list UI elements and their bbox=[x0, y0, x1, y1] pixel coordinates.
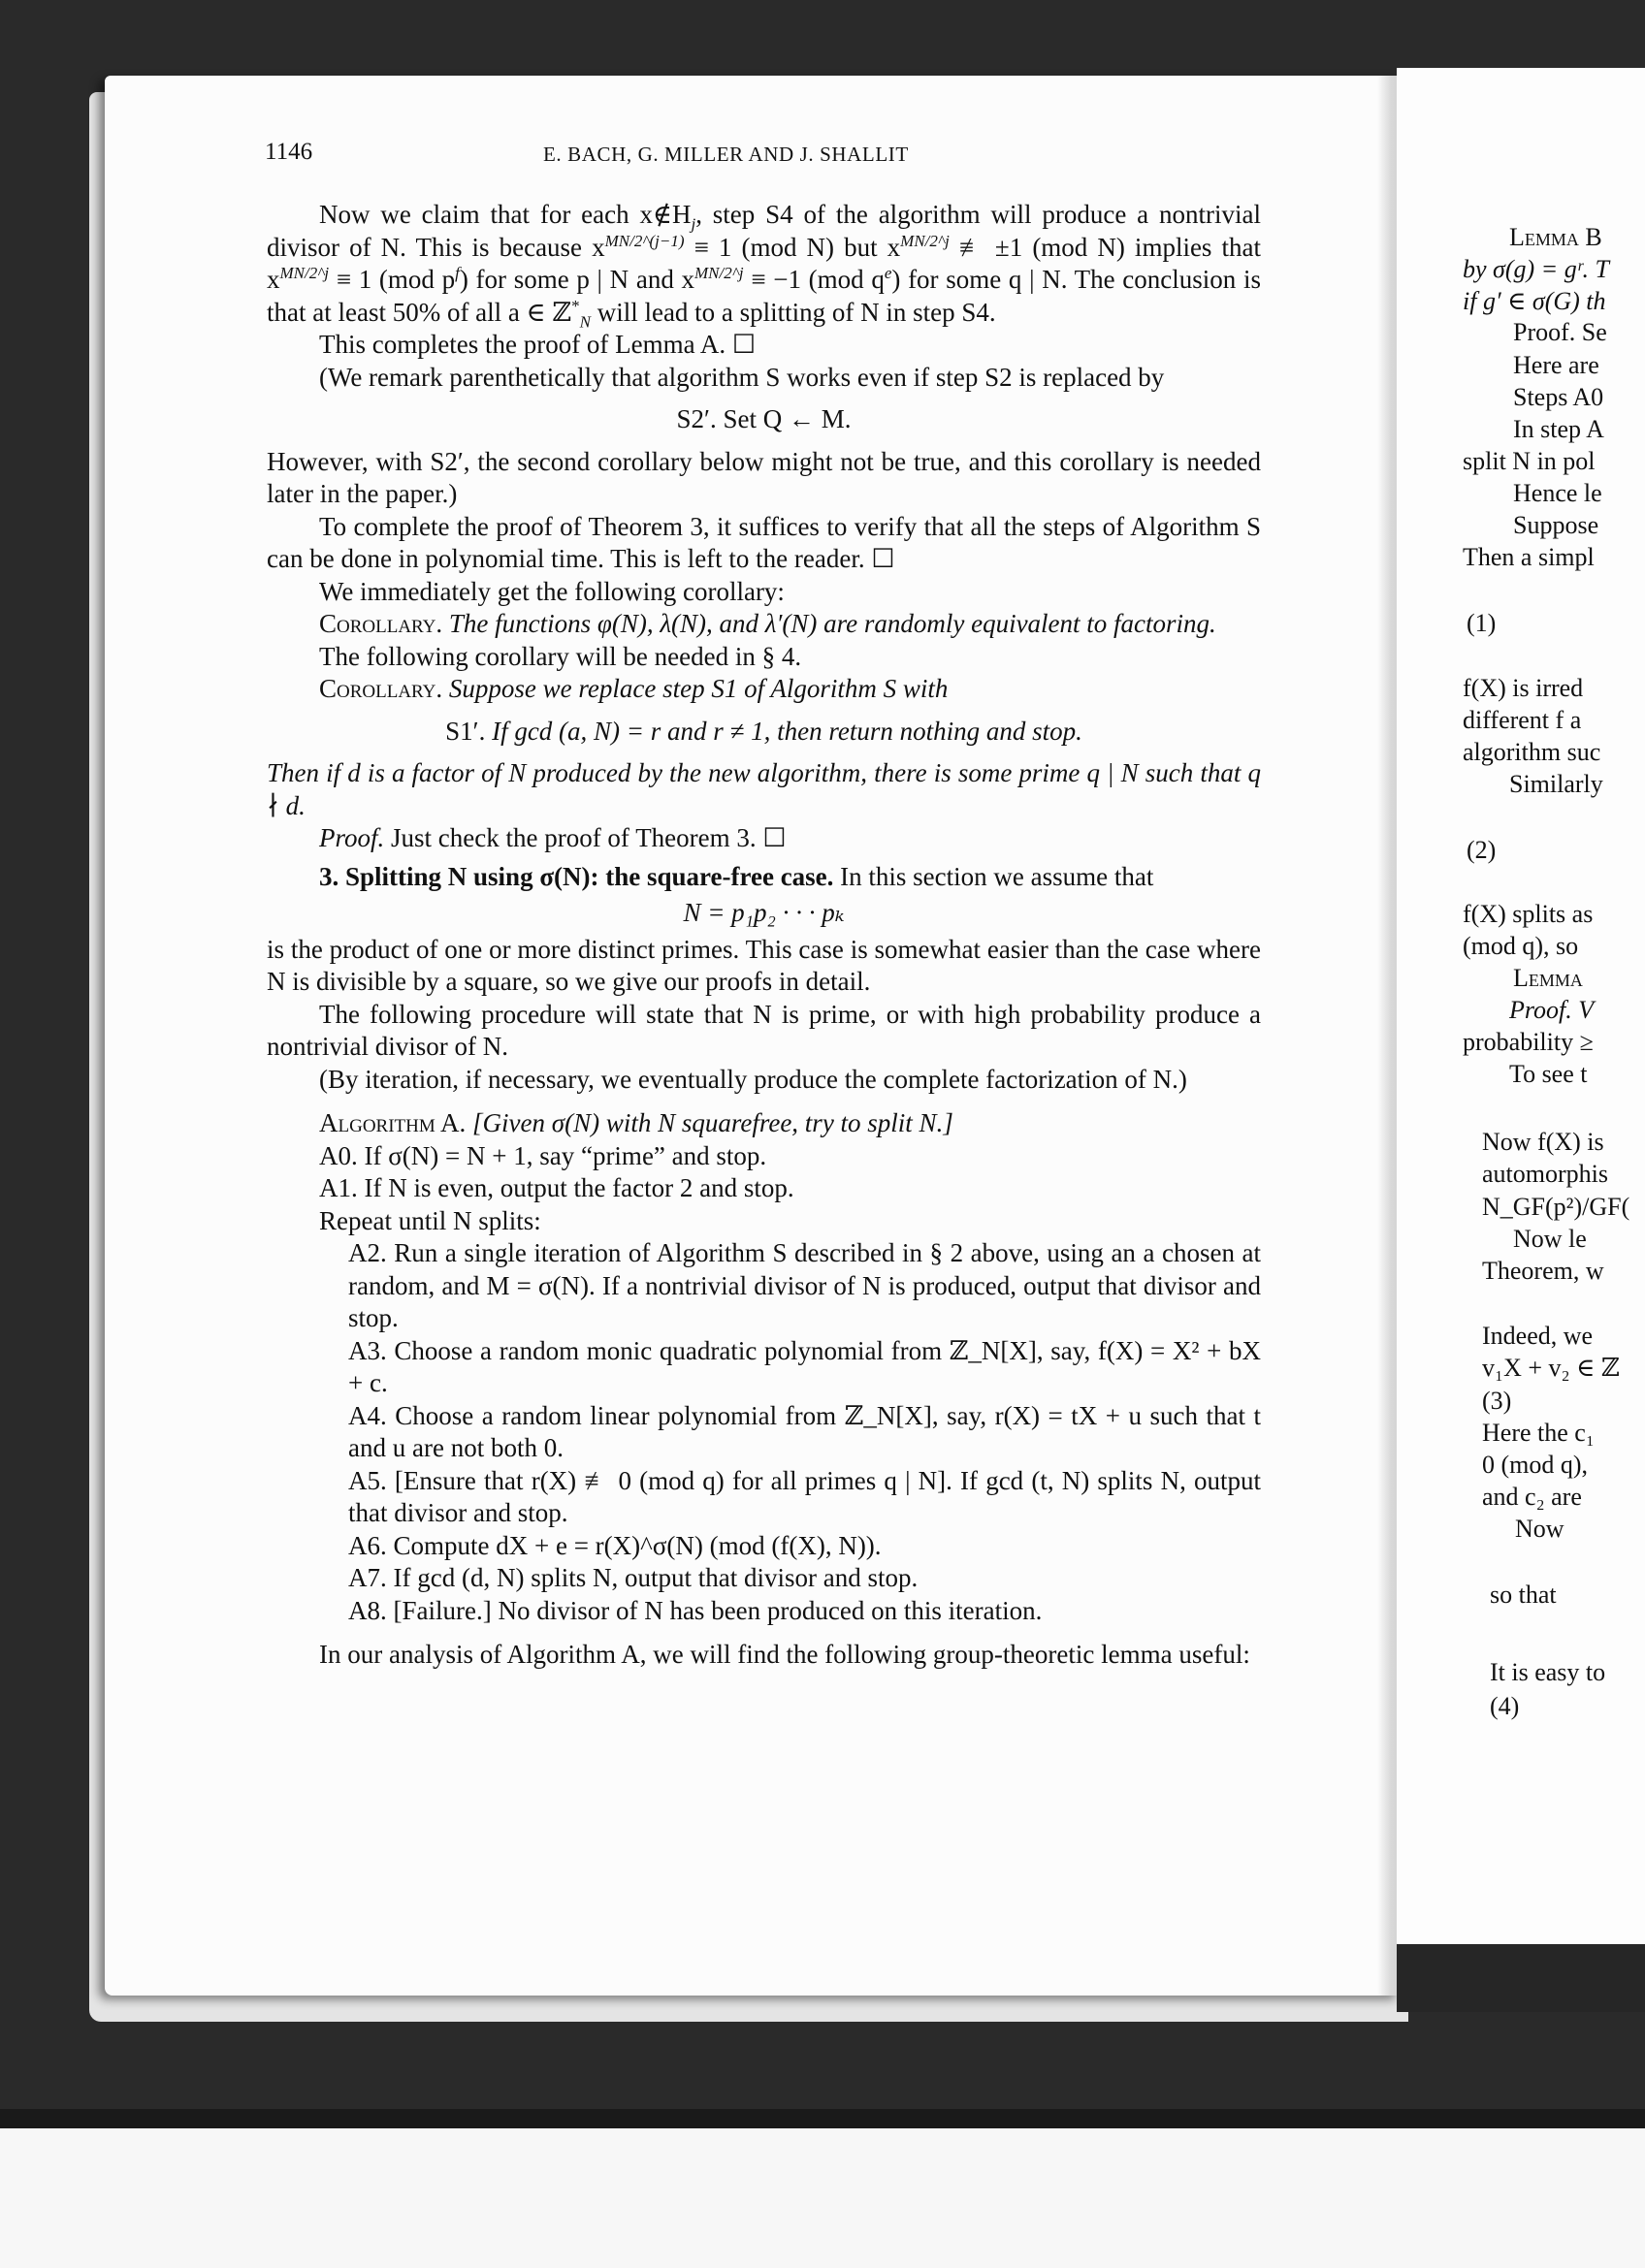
paragraph: Then if d is a factor of N produced by the new algorithm, there is some prime q | N such that q ∤ d. bbox=[267, 758, 1261, 820]
superscript: MN/2^j bbox=[279, 264, 330, 282]
right-page-bottom-shadow bbox=[1397, 1944, 1645, 2012]
corollary-label: Corollary. bbox=[319, 609, 443, 638]
rp-line: Lemma bbox=[1513, 964, 1583, 992]
superscript: MN/2^j bbox=[900, 231, 950, 250]
rp-line: by σ(g) = gʳ. T bbox=[1463, 255, 1609, 283]
rp-line: v₁X + v₂ ∈ ℤ bbox=[1482, 1354, 1620, 1382]
text: Now we claim that for each x∉H bbox=[319, 200, 692, 229]
display-step: S2′. Set Q ← M. bbox=[676, 404, 852, 433]
paragraph: To complete the proof of Theorem 3, it suffices to verify that all the steps of Algorithm S can be done in polynomial time. This is left to the reader. ☐ bbox=[267, 511, 1261, 573]
rp-line: N_GF(p²)/GF( bbox=[1482, 1193, 1630, 1221]
algorithm-step: A0. If σ(N) = N + 1, say “prime” and stop. bbox=[319, 1140, 767, 1170]
step-label: S1′. bbox=[445, 716, 486, 746]
paragraph: is the product of one or more distinct primes. This case is somewhat easier than the case where N is divisible by a square, so we give our proofs in detail. bbox=[267, 934, 1261, 996]
algorithm-step: A8. [Failure.] No divisor of N has been produced on this iteration. bbox=[348, 1595, 1043, 1625]
text: ≡ 1 (mod N) but x bbox=[684, 232, 901, 262]
scanner-bed bbox=[0, 2128, 1645, 2268]
proof-label: Proof. bbox=[319, 823, 385, 852]
rp-line: Here are bbox=[1513, 351, 1599, 379]
rp-line: f(X) is irred bbox=[1463, 674, 1584, 702]
rp-line: Now bbox=[1515, 1515, 1564, 1543]
algorithm-heading bbox=[319, 1107, 1261, 1140]
subscript: j bbox=[691, 214, 696, 234]
rp-line: In step A bbox=[1513, 415, 1604, 443]
algorithm-step: A1. If N is even, output the factor 2 and stop. bbox=[319, 1173, 794, 1202]
section-title: Splitting N using σ(N): the square-free case. bbox=[345, 861, 834, 891]
rp-line: (3) bbox=[1482, 1387, 1512, 1415]
paragraph: We immediately get the following corollary: bbox=[319, 576, 785, 606]
text: ≡ −1 (mod q bbox=[743, 265, 885, 294]
rp-line: Now f(X) is bbox=[1482, 1128, 1604, 1156]
spacer bbox=[267, 1096, 1261, 1107]
rp-line: and c₂ are bbox=[1482, 1483, 1582, 1511]
spacer bbox=[267, 706, 1261, 716]
rp-line: (4) bbox=[1490, 1692, 1520, 1720]
subscript: N bbox=[579, 311, 591, 331]
rp-line: (2) bbox=[1467, 836, 1497, 864]
running-head: E. BACH, G. MILLER AND J. SHALLIT bbox=[543, 143, 909, 166]
paragraph: The following procedure will state that N is prime, or with high probability produce a nontrivial divisor of N. bbox=[267, 999, 1261, 1061]
rp-line: Proof. Se bbox=[1513, 318, 1607, 346]
display-equation: N = p₁p₂ · · · pₖ bbox=[683, 898, 845, 927]
scanner-edge bbox=[0, 2109, 1645, 2128]
paragraph: This completes the proof of Lemma A. ☐ bbox=[319, 330, 757, 359]
display-step bbox=[267, 716, 1261, 749]
rp-line: algorithm suc bbox=[1463, 738, 1601, 766]
spacer bbox=[267, 394, 1261, 403]
superscript: e bbox=[884, 264, 892, 282]
rp-line: if g′ ∈ σ(G) th bbox=[1463, 287, 1606, 315]
algorithm-step: A3. Choose a random monic quadratic polynomial from ℤ_N[X], say, f(X) = X² + bX + c. bbox=[348, 1335, 1261, 1397]
right-page bbox=[1397, 68, 1645, 2012]
corollary-text: Suppose we replace step S1 of Algorithm S with bbox=[448, 674, 949, 703]
algorithm-step: A2. Run a single iteration of Algorithm S described in § 2 above, using an a chosen at random, and M = σ(N). If a nontrivial divisor of N is produced, output that divisor and stop. bbox=[348, 1238, 1261, 1332]
corollary-text: The functions φ(N), λ(N), and λ′(N) are randomly equivalent to factoring. bbox=[448, 609, 1216, 638]
proof-text: Just check the proof of Theorem 3. ☐ bbox=[391, 823, 787, 852]
rp-line: Then a simpl bbox=[1463, 543, 1595, 571]
superscript: MN/2^j bbox=[694, 264, 744, 282]
rp-line: Proof. V bbox=[1509, 996, 1595, 1024]
rp-line: probability ≥ bbox=[1463, 1028, 1594, 1056]
page-number: 1146 bbox=[265, 139, 313, 165]
algorithm-label: Algorithm A. bbox=[319, 1108, 467, 1137]
rp-line: Lemma B bbox=[1509, 223, 1602, 251]
rp-line: Here the c₁ bbox=[1482, 1419, 1595, 1447]
paragraph: However, with S2′, the second corollary below might not be true, and this corollary is needed later in the paper.) bbox=[267, 446, 1261, 508]
spacer bbox=[267, 748, 1261, 757]
text: ) for some q | N. The conclusion is that at least 50% of all a ∈ ℤ bbox=[267, 265, 1261, 327]
rp-line: Suppose bbox=[1513, 511, 1599, 539]
paragraph: In our analysis of Algorithm A, we will find the following group-theoretic lemma useful: bbox=[319, 1640, 1250, 1669]
rp-line: (1) bbox=[1467, 609, 1497, 637]
rp-line: automorphis bbox=[1482, 1160, 1608, 1188]
superscript: f bbox=[455, 264, 460, 282]
text: will lead to a splitting of N in step S4. bbox=[590, 297, 996, 327]
superscript: MN/2^(j−1) bbox=[604, 231, 685, 250]
rp-line: so that bbox=[1490, 1581, 1557, 1609]
rp-line: Theorem, w bbox=[1482, 1257, 1604, 1285]
algorithm-step: A6. Compute dX + e = r(X)^σ(N) (mod (f(X), N)). bbox=[348, 1530, 882, 1560]
text: ≡ 1 (mod p bbox=[329, 265, 456, 294]
right-page-text bbox=[1397, 68, 1645, 1944]
rp-line: Similarly bbox=[1509, 770, 1603, 798]
text: , step S4 of the algorithm will produce a nontrivial divisor of N. This is because x bbox=[267, 200, 1261, 262]
rp-line: f(X) splits as bbox=[1463, 900, 1594, 928]
rp-line: Hence le bbox=[1513, 479, 1602, 507]
paragraph: The following corollary will be needed in § 4. bbox=[319, 641, 802, 671]
rp-line: Now le bbox=[1513, 1225, 1587, 1253]
step-text: If gcd (a, N) = r and r ≠ 1, then return nothing and stop. bbox=[492, 716, 1082, 746]
paragraph: (We remark parenthetically that algorithm S works even if step S2 is replaced by bbox=[319, 362, 1165, 392]
algorithm-step: A5. [Ensure that r(X) ≢ 0 (mod q) for all primes q | N]. If gcd (t, N) splits N, output that divisor and stop. bbox=[348, 1465, 1261, 1527]
algorithm-step: Repeat until N splits: bbox=[319, 1205, 541, 1235]
spacer bbox=[267, 1627, 1261, 1639]
corollary bbox=[267, 673, 1261, 706]
rp-line: Steps A0 bbox=[1513, 383, 1604, 411]
algorithm-description: [Given σ(N) with N squarefree, try to split N.] bbox=[472, 1108, 953, 1137]
page-body bbox=[267, 199, 1261, 1672]
spacer bbox=[267, 436, 1261, 446]
rp-line: Indeed, we bbox=[1482, 1322, 1594, 1350]
corollary-label: Corollary. bbox=[319, 674, 443, 703]
superscript: * bbox=[571, 296, 580, 315]
rp-line: To see t bbox=[1509, 1060, 1588, 1088]
algorithm-step: A7. If gcd (d, N) splits N, output that divisor and stop. bbox=[348, 1563, 919, 1592]
text: ) for some p | N and x bbox=[459, 265, 695, 294]
section-number: 3. bbox=[319, 861, 339, 891]
proof bbox=[267, 822, 1261, 855]
section-heading bbox=[267, 861, 1261, 894]
rp-line: 0 (mod q), bbox=[1482, 1451, 1589, 1479]
rp-line: different f a bbox=[1463, 706, 1582, 734]
text: ≢ ±1 (mod N) implies that x bbox=[267, 232, 1261, 294]
rp-line: It is easy to bbox=[1490, 1658, 1606, 1686]
corollary bbox=[267, 608, 1261, 641]
rp-line: (mod q), so bbox=[1463, 932, 1579, 960]
paragraph bbox=[267, 199, 1261, 329]
paragraph: (By iteration, if necessary, we eventually produce the complete factorization of N.) bbox=[319, 1064, 1187, 1094]
algorithm-step: A4. Choose a random linear polynomial from ℤ_N[X], say, r(X) = tX + u such that t and u are not both 0. bbox=[348, 1400, 1261, 1462]
section-text: In this section we assume that bbox=[840, 861, 1154, 891]
rp-line: split N in pol bbox=[1463, 447, 1596, 475]
